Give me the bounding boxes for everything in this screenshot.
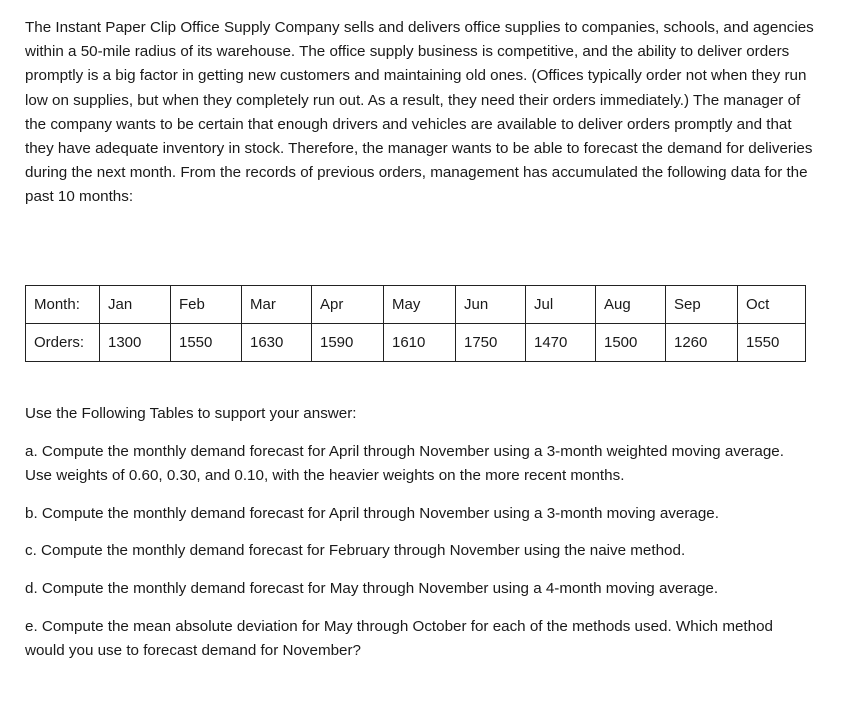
orders-cell: 1610 <box>384 324 456 362</box>
month-cell: Jan <box>100 286 171 324</box>
month-cell: Jun <box>456 286 526 324</box>
orders-cell: 1300 <box>100 324 171 362</box>
document-body <box>25 16 815 210</box>
question-c: c. Compute the monthly demand forecast for February through November using the naive method. <box>25 542 686 560</box>
orders-label-cell: Orders: <box>26 324 100 362</box>
orders-row <box>26 324 806 362</box>
question-b: b. Compute the monthly demand forecast for April through November using a 3-month moving average. <box>25 504 719 522</box>
month-cell: Mar <box>242 286 312 324</box>
question-a: a. Compute the monthly demand forecast for April through November using a 3-month weighted moving average. Use weights of 0.60, 0.30, and 0.10, with the heavier weights on the more recent months. <box>25 442 784 484</box>
month-label-cell: Month: <box>26 286 100 324</box>
questions-section <box>25 402 815 677</box>
orders-table <box>25 285 806 362</box>
month-cell: Oct <box>738 286 806 324</box>
question-d: d. Compute the monthly demand forecast for May through November using a 4-month moving average. <box>25 580 719 598</box>
orders-cell: 1260 <box>666 324 738 362</box>
orders-cell: 1550 <box>738 324 806 362</box>
intro-paragraph: The Instant Paper Clip Office Supply Company sells and delivers office supplies to companies, schools, and agencies within a 50-mile radius of its warehouse. The office supply business is competitive, and the ability to deliver orders promptly is a big factor in getting new customers and maintaining old ones. (Offices typically order not when they run low on supplies, but when they completely run out. As a result, they need their orders immediately.) The manager of the company wants to be certain that enough drivers and vehicles are available to deliver orders promptly and that they have adequate inventory in stock. Therefore, the manager wants to be able to forecast the demand for deliveries during the next month. From the records of previous orders, management has accumulated the following data for the past 10 months: <box>25 19 814 206</box>
month-cell: Feb <box>171 286 242 324</box>
instructions-text: Use the Following Tables to support your answer: <box>25 405 357 422</box>
month-cell: Apr <box>312 286 384 324</box>
orders-cell: 1470 <box>526 324 596 362</box>
question-e: e. Compute the mean absolute deviation for May through October for each of the methods used. Which method would you use to forecast demand for November? <box>25 617 773 659</box>
month-row <box>26 286 806 324</box>
orders-cell: 1500 <box>596 324 666 362</box>
orders-cell: 1590 <box>312 324 384 362</box>
orders-cell: 1630 <box>242 324 312 362</box>
month-cell: Sep <box>666 286 738 324</box>
orders-cell: 1550 <box>171 324 242 362</box>
month-cell: Jul <box>526 286 596 324</box>
orders-cell: 1750 <box>456 324 526 362</box>
month-cell: May <box>384 286 456 324</box>
month-cell: Aug <box>596 286 666 324</box>
